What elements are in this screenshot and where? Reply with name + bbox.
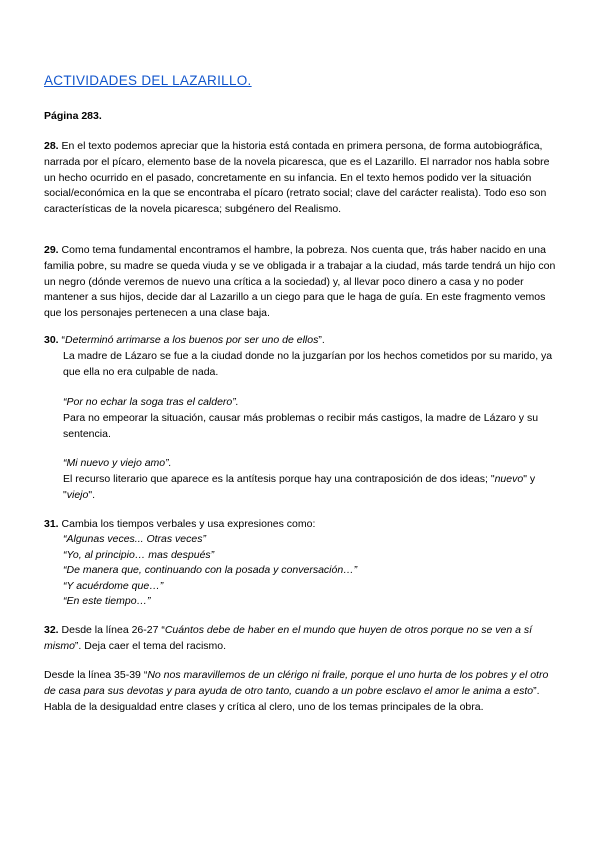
expression-item: “De manera que, continuando con la posada y conversación…” [63,564,358,576]
answer-32-second [44,668,562,715]
explanation-3 [63,472,563,504]
word-viejo: viejo [66,488,89,501]
close-quote: ”. [318,334,325,346]
page-label: Página 283. [44,110,102,122]
answer-32 [44,623,562,655]
answer-number: 29. [44,244,59,256]
answer-text: Desde la línea 26-27 “ [58,624,165,636]
answer-text: Como tema fundamental encontramos el hambre, la pobreza. Nos cuenta que, trás haber nacido en una familia pobre, su madre se queda viuda y se ve obligada ir a trabajar a la ciudad, más tarde tendrá un hijo con un negro (dónde veremos de nuevo una crítica a la sociedad) y, al llevar poco dinero a casa y no poder mantener a sus hijos, decide dar al Lazarillo a un ciego para que le haga de guía. En este fragmento vemos que los personajes pertenecen a una clase baja. [44,244,556,320]
answer-29 [44,243,562,322]
answer-text: Desde la línea 35-39 “ [44,669,148,681]
expression-item: “En este tiempo…” [63,595,151,607]
quote-2: “Por no echar la soga tras el caldero”. [63,396,239,408]
answer-number: 28. [44,140,59,152]
word-nuevo: nuevo [494,473,524,485]
explanation-1: La madre de Lázaro se fue a la ciudad donde no la juzgarían por los hechos cometidos por su marido, ya que ella no era culpable de nada. [63,350,553,378]
answer-31 [44,517,562,533]
answer-text: En el texto podemos apreciar que la historia está contada en primera persona, de forma autobiográfica, narrada por el pícaro, elemento base de la novela picaresca, que es el Lazarillo. El narrador nos habla sobre un hecho ocurrido en el pasado, concretamente en su infancia. En el texto hemos podido ver la situación social/económica en la que se encontraba el pícaro (retrato social; clave del carácter realista). Todo eso son características de la novela picaresca; subgénero del Realismo. [44,140,550,216]
explanation-2: Para no empeorar la situación, causar más problemas o recibir más castigos, la madre de Lázaro y su sentencia. [63,412,539,440]
answer-text: Cambia los tiempos verbales y usa expresiones como: [58,518,316,530]
open-quote: “ [58,334,66,346]
answer-number: 30. [44,334,59,346]
quote-3: “Mi nuevo y viejo amo”. [63,457,172,469]
explanation-text: ". [88,488,95,501]
expression-item: “Y acuérdome que…” [63,580,164,592]
answer-text: ”. Deja caer el tema del racismo. [74,639,227,652]
expression-item: “Yo, al principio… mas después” [63,549,215,561]
quote-text: Determinó arrimarse a los buenos por ser uno de ellos [65,334,319,346]
explanation-text: " y " [63,473,536,501]
answer-number: 31. [44,518,59,530]
answer-30-heading [44,333,562,349]
answer-number: 32. [44,624,59,636]
answer-text: ”. Habla de la desigualdad entre clases y crítica al clero, uno de los temas principales de la obra. [44,684,540,713]
quote-text: No nos maravillemos de un clérigo ni fraile, porque el uno hurta de los pobres y el otro de casa para sus devotas y para ayuda de otro tanto, cuando a un pobre esclavo el amor le anima a esto [44,669,549,697]
answer-28 [44,139,562,218]
expression-item: “Algunas veces... Otras veces” [63,533,206,545]
explanation-text: El recurso literario que aparece es la antítesis porque hay una contraposición de dos ideas; " [63,473,495,485]
page-title: ACTIVIDADES DEL LAZARILLO. [44,73,252,88]
quote-text: Cuántos debe de haber en el mundo que huyen de otros porque no se ven a sí mismo [44,624,533,652]
